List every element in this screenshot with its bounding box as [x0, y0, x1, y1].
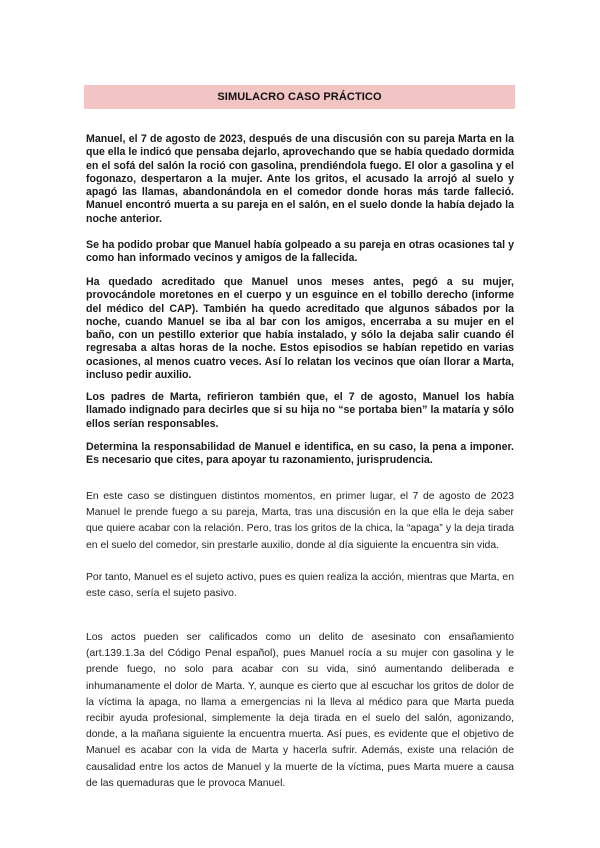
case-paragraph-3: Ha quedado acreditado que Manuel unos meses antes, pegó a su mujer, provocándole moretones en el cuerpo y un esguince en el tobillo derecho (informe del médico del CAP). También ha quedo acreditado que algunos sábados por la noche, cuando Manuel se iba al bar con los amigos, encerraba a su mujer en el baño, con un pestillo exterior que había instalado, y sólo la dejaba salir cuando él regresaba a altas horas de la noche. Estos episodios se habían repetido en varias ocasiones, al menos cuatro veces. Así lo relatan los vecinos que oían llorar a Marta, incluso pedir auxilio. — [86, 276, 514, 382]
case-paragraph-2: Se ha podido probar que Manuel había golpeado a su pareja en otras ocasiones tal y como han informado vecinos y amigos de la fallecida. — [86, 239, 514, 265]
title-banner — [84, 85, 515, 109]
answer-paragraph-2: Por tanto, Manuel es el sujeto activo, pues es quien realiza la acción, mientras que Marta, en este caso, sería el sujeto pasivo. — [86, 572, 514, 600]
task-statement: Determina la responsabilidad de Manuel e identifica, en su caso, la pena a imponer. Es necesario que cites, para apoyar tu razonamiento, jurisprudencia. — [86, 441, 514, 467]
answer-paragraph-1: En este caso se distinguen distintos momentos, en primer lugar, el 7 de agosto de 2023 Manuel le prende fuego a su pareja, Marta, tras una discusión en la que ella le deja saber que quiere acabar con la relación. Pero, tras los gritos de la chica, la “apaga” y la deja tirada en el suelo del comedor, sin prestarle auxilio, donde al día siguiente la encuentra sin vida. — [86, 491, 514, 551]
answer-paragraph-3: Los actos pueden ser calificados como un delito de asesinato con ensañamiento (art.139.1.3a del Código Penal español), pues Manuel rocía a su mujer con gasolina y le prende fuego, no solo para acabar con su vida, sinó aumentando deliberada e inhumanamente el dolor de Marta. Y, aunque es cierto que al escuchar los gritos de dolor de la víctima la apaga, no llama a emergencias ni la lleva al médico para que Marta pueda recibir ayuda profesional, simplemente la deja tirada en el suelo del salón, agonizando, donde, a la mañana siguiente la encuentra muerta. Así pues, es evidente que el objetivo de Manuel es acabar con la vida de Marta y hacerla sufrir. Además, existe una relación de causalidad entre los actos de Manuel y la muerte de la víctima, pues Marta muere a causa de las quemaduras que le provoca Manuel. — [86, 632, 514, 789]
document-title: SIMULACRO CASO PRÁCTICO — [217, 91, 382, 103]
case-paragraph-4: Los padres de Marta, refirieron también que, el 7 de agosto, Manuel los había llamado indignado para decirles que si su hija no “se portaba bien” la mataría y sólo ellos serían responsables. — [86, 391, 514, 430]
case-paragraph-1: Manuel, el 7 de agosto de 2023, después de una discusión con su pareja Marta en la que ella le indicó que pensaba dejarlo, aprovechando que se había quedado dormida en el sofá del salón la roció con gasolina, prendiéndola fuego. El olor a gasolina y el fogonazo, despertaron a la mujer. Ante los gritos, el acusado la arrojó al suelo y apagó las llamas, abandonándola en el comedor donde horas más tarde falleció. Manuel encontró muerta a su pareja en el salón, en el suelo donde la había dejado la noche anterior. — [86, 133, 514, 225]
